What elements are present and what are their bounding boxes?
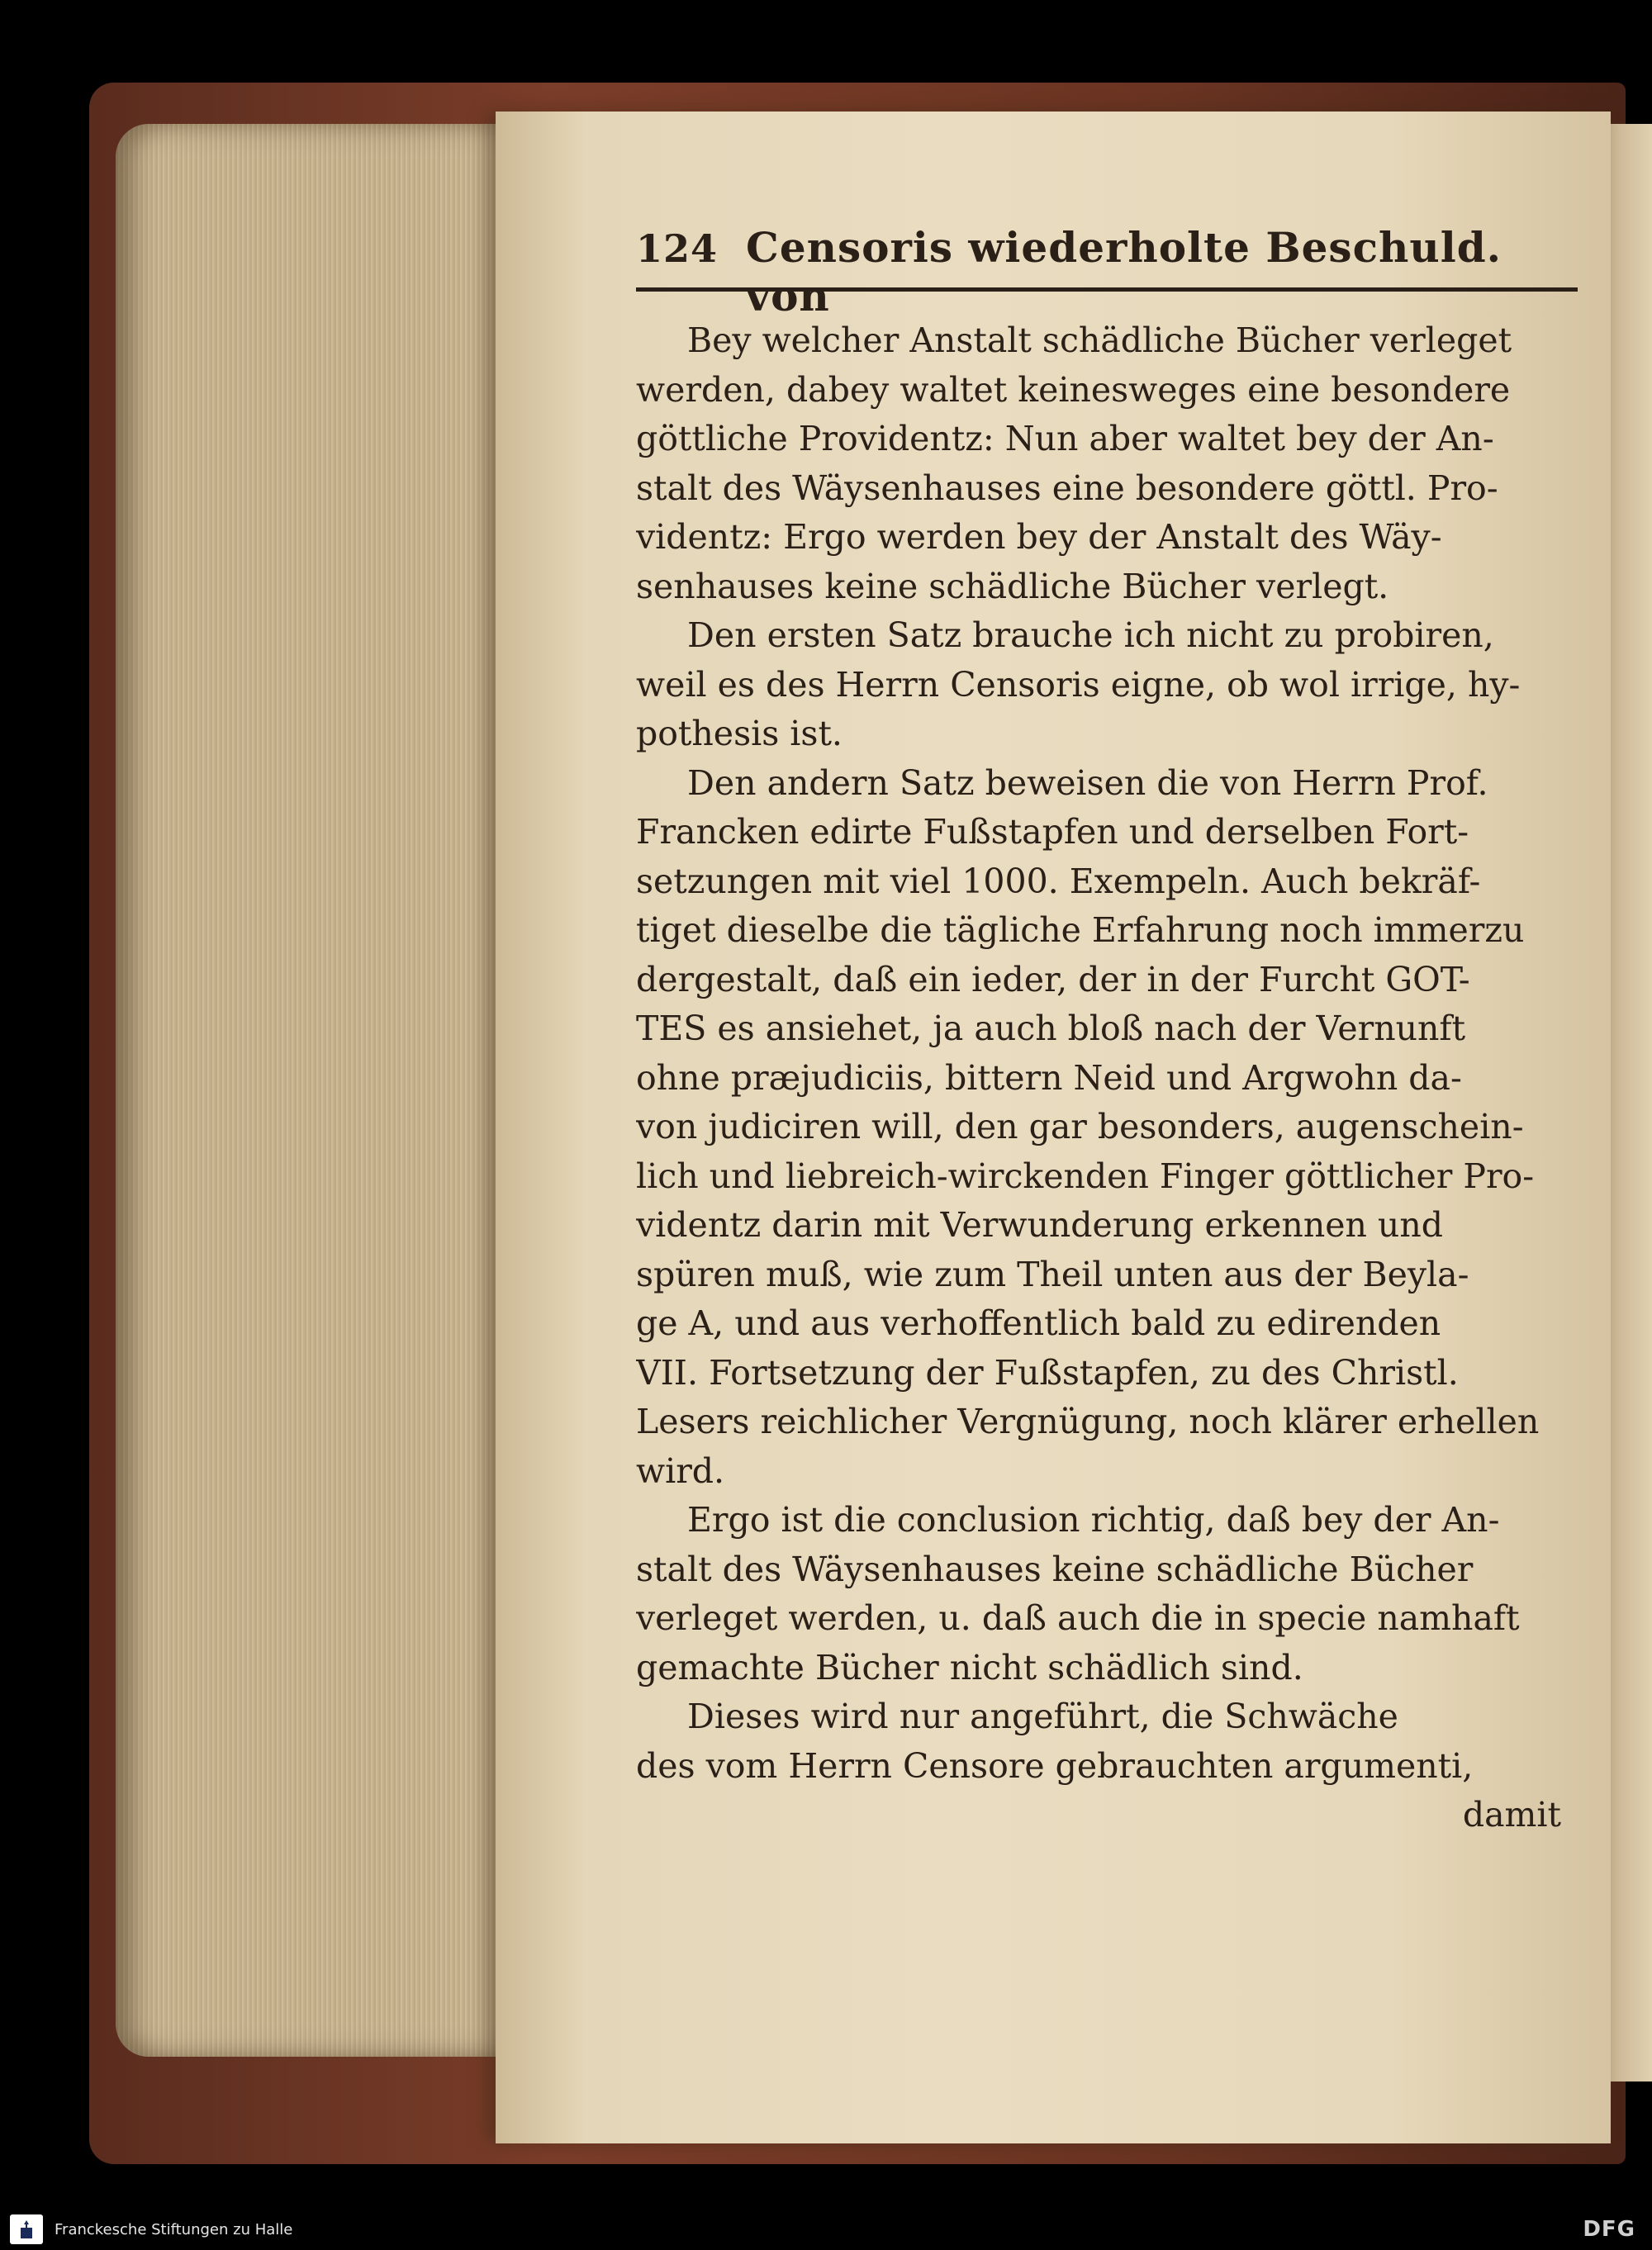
text-line: wird. bbox=[636, 1450, 725, 1491]
text-line: Den ersten Satz brauche ich nicht zu probiren, bbox=[687, 615, 1494, 655]
text-line: des vom Herrn Censore gebrauchten argumenti, bbox=[636, 1745, 1474, 1786]
text-line: Den andern Satz beweisen die von Herrn Prof. bbox=[687, 762, 1488, 803]
facing-page-edge bbox=[1611, 124, 1652, 2081]
institution-name: Franckesche Stiftungen zu Halle bbox=[55, 2220, 293, 2238]
text-line: ohne præjudiciis, bittern Neid und Argwohn da- bbox=[636, 1057, 1462, 1098]
text-line: stalt des Wäysenhauses eine besondere göttl. Pro- bbox=[636, 468, 1498, 508]
text-line: verleget werden, u. daß auch die in specie namhaft bbox=[636, 1598, 1520, 1638]
text-line: weil es des Herrn Censoris eigne, ob wol irrige, hy- bbox=[636, 664, 1521, 705]
text-line: tiget dieselbe die tägliche Erfahrung noch immerzu bbox=[636, 910, 1525, 950]
text-line: göttliche Providentz: Nun aber waltet bey der An- bbox=[636, 419, 1494, 458]
text-line: werden, dabey waltet keinesweges eine besondere bbox=[636, 369, 1511, 410]
running-head bbox=[636, 223, 1578, 320]
text-line: setzungen mit viel 1000. Exempeln. Auch bekräf- bbox=[636, 861, 1481, 901]
page-number: 124 bbox=[636, 226, 719, 271]
dfg-logo: DFG bbox=[1583, 2217, 1635, 2242]
text-line: VII. Fortsetzung der Fußstapfen, zu des Christl. bbox=[636, 1352, 1459, 1393]
text-line: pothesis ist. bbox=[636, 714, 843, 753]
text-line: Ergo ist die conclusion richtig, daß bey der An- bbox=[687, 1500, 1500, 1540]
text-line: gemachte Bücher nicht schädlich sind. bbox=[636, 1647, 1303, 1688]
text-line: TES es ansiehet, ja auch bloß nach der Vernunft bbox=[636, 1009, 1466, 1048]
text-line: videntz darin mit Verwunderung erkennen und bbox=[636, 1205, 1443, 1245]
text-line: Dieses wird nur angeführt, die Schwäche bbox=[687, 1697, 1398, 1736]
text-line: videntz: Ergo werden bey der Anstalt des Wäy- bbox=[636, 517, 1442, 557]
text-line: lich und liebreich-wirckenden Finger göttlicher Pro- bbox=[636, 1156, 1535, 1196]
page-edges bbox=[116, 124, 512, 2057]
book-page bbox=[496, 112, 1611, 2143]
text-line: von judiciren will, den gar besonders, augenschein- bbox=[636, 1107, 1524, 1146]
text-line: Bey welcher Anstalt schädliche Bücher verleget bbox=[687, 320, 1512, 360]
viewer-footer bbox=[0, 2209, 1652, 2250]
text-line: dergestalt, daß ein ieder, der in der Furcht GOT- bbox=[636, 959, 1470, 999]
page-body-text bbox=[636, 316, 1578, 1791]
catchword: damit bbox=[1462, 1795, 1561, 1835]
running-head-title: Censoris wiederholte Beschuld. von bbox=[746, 223, 1502, 320]
text-line: stalt des Wäysenhauses keine schädliche Bücher bbox=[636, 1549, 1474, 1589]
text-line: ge A, und aus verhoffentlich bald zu edirenden bbox=[636, 1303, 1441, 1343]
text-line: senhauses keine schädliche Bücher verlegt. bbox=[636, 566, 1389, 606]
text-line: Francken edirte Fußstapfen und derselben Fort- bbox=[636, 812, 1469, 852]
text-line: Lesers reichlicher Vergnügung, noch klärer erhellen bbox=[636, 1402, 1540, 1441]
page-content bbox=[636, 223, 1578, 1840]
text-line: spüren muß, wie zum Theil unten aus der Beyla- bbox=[636, 1254, 1469, 1294]
institution-logo bbox=[10, 2214, 43, 2244]
